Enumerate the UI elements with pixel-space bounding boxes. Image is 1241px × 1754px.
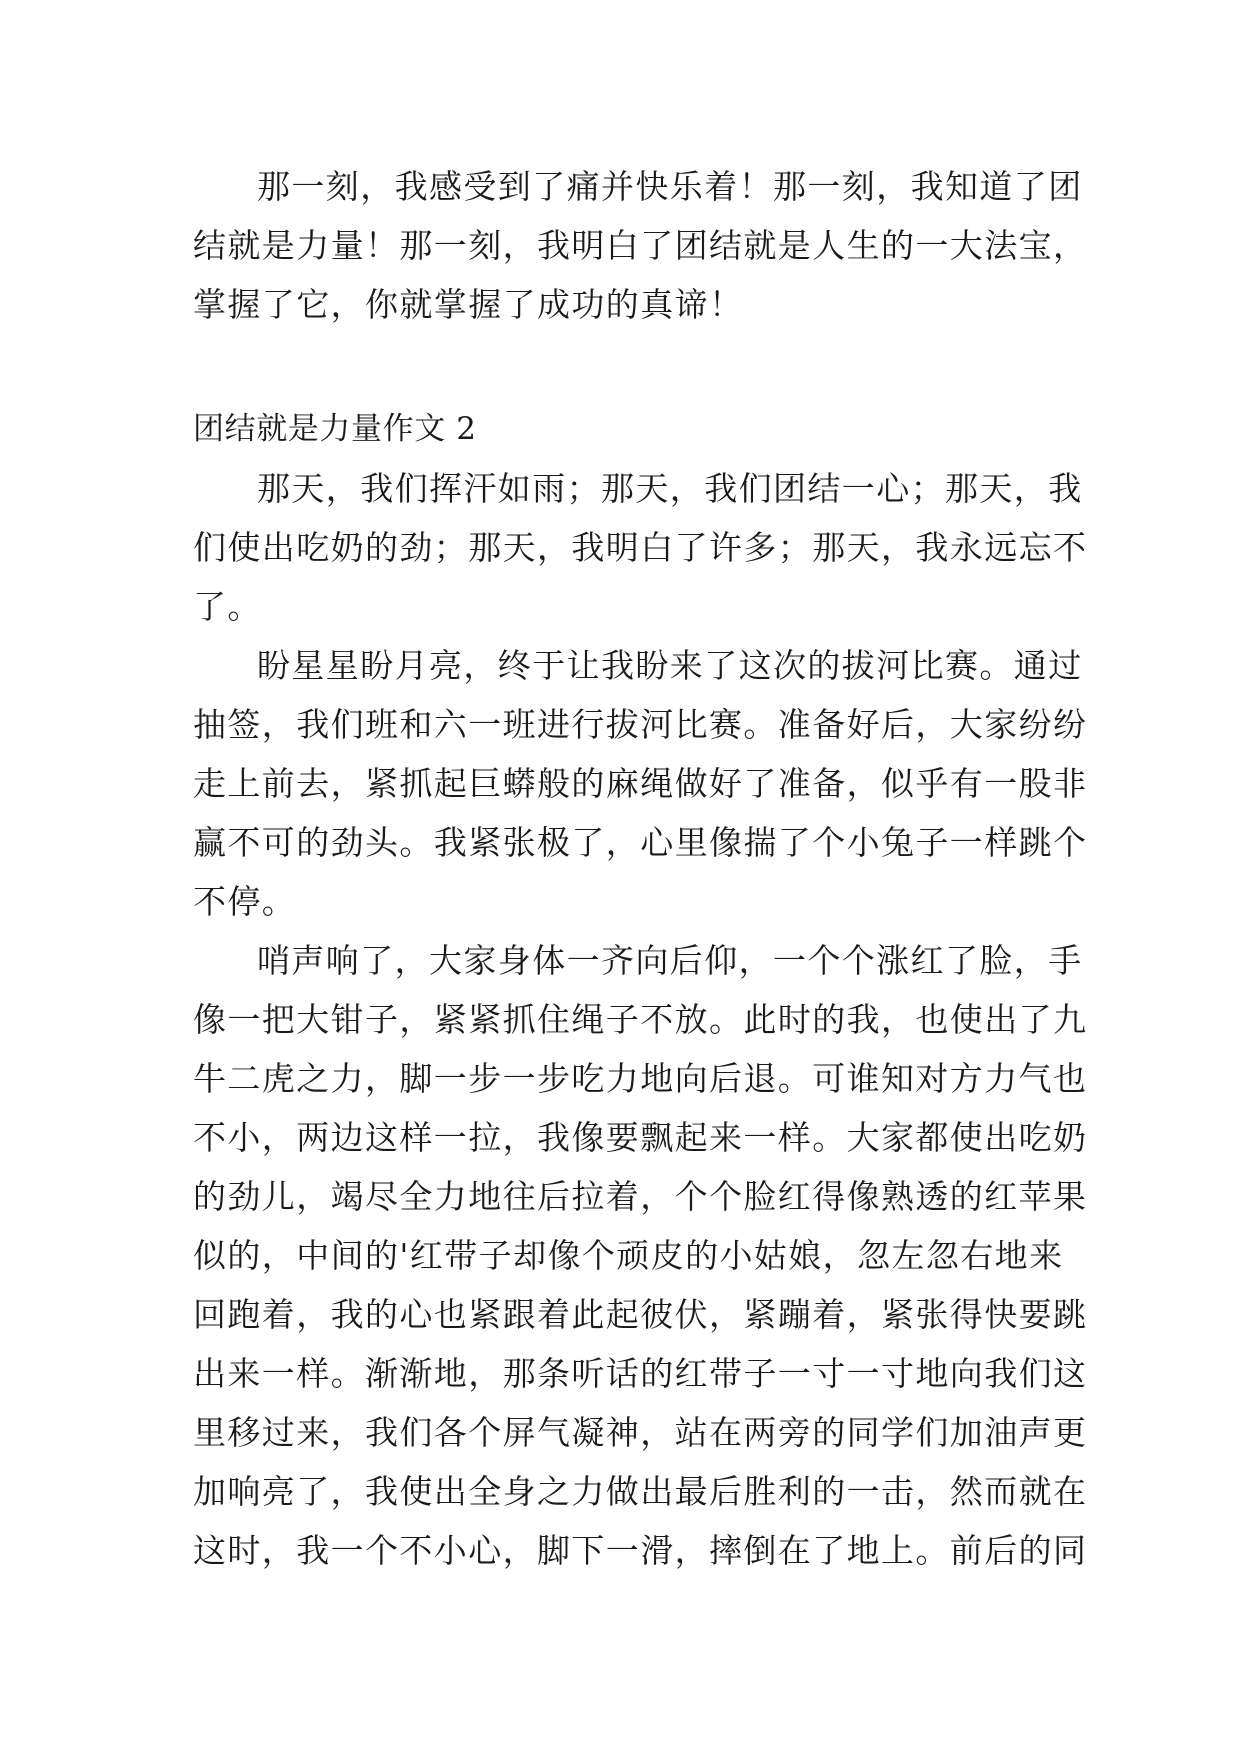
text-line: 那一刻，我感受到了痛并快乐着！那一刻，我知道了团 [257,167,1083,206]
text-line: 里移过来，我们各个屏气凝神，站在两旁的同学们加油声更 [193,1413,1088,1452]
text-line: 加响亮了，我使出全身之力做出最后胜利的一击，然而就在 [193,1472,1088,1511]
text-line: 结就是力量！那一刻，我明白了团结就是人生的一大法宝， [193,226,1088,265]
text-line: 了。 [193,587,262,626]
text-line: 盼星星盼月亮，终于让我盼来了这次的拔河比赛。通过 [257,646,1083,685]
text-line: 们使出吃奶的劲；那天，我明白了许多；那天，我永远忘不 [193,528,1088,567]
text-line: 不停。 [193,882,297,921]
text-line: 那天，我们挥汗如雨；那天，我们团结一心；那天，我 [257,469,1083,508]
paragraph-intro [193,157,1088,334]
text-line: 似的，中间的'红带子却像个顽皮的小姑娘，忽左忽右地来 [193,1236,1064,1275]
section-title: 团结就是力量作文 2 [193,411,477,447]
text-line: 走上前去，紧抓起巨蟒般的麻绳做好了准备，似乎有一股非 [193,764,1088,803]
text-line: 这时，我一个不小心，脚下一滑，摔倒在了地上。前后的同 [193,1531,1088,1570]
paragraph-3 [193,931,1088,1580]
text-line: 掌握了它，你就掌握了成功的真谛！ [193,285,744,324]
document-body [193,157,1088,1580]
text-line: 赢不可的劲头。我紧张极了，心里像揣了个小兔子一样跳个 [193,823,1088,862]
text-line: 像一把大钳子，紧紧抓住绳子不放。此时的我，也使出了九 [193,1000,1088,1039]
text-line: 回跑着，我的心也紧跟着此起彼伏，紧蹦着，紧张得快要跳 [193,1295,1088,1334]
section-spacer [193,334,1055,400]
text-line: 不小，两边这样一拉，我像要飘起来一样。大家都使出吃奶 [193,1118,1088,1157]
text-line: 出来一样。渐渐地，那条听话的红带子一寸一寸地向我们这 [193,1354,1088,1393]
text-line: 牛二虎之力，脚一步一步吃力地向后退。可谁知对方力气也 [193,1059,1088,1098]
text-line: 哨声响了，大家身体一齐向后仰，一个个涨红了脸，手 [257,941,1083,980]
text-line: 抽签，我们班和六一班进行拔河比赛。准备好后，大家纷纷 [193,705,1088,744]
paragraph-2 [193,636,1088,931]
paragraph-1 [193,459,1088,636]
text-line: 的劲儿，竭尽全力地往后拉着，个个脸红得像熟透的红苹果 [193,1177,1088,1216]
